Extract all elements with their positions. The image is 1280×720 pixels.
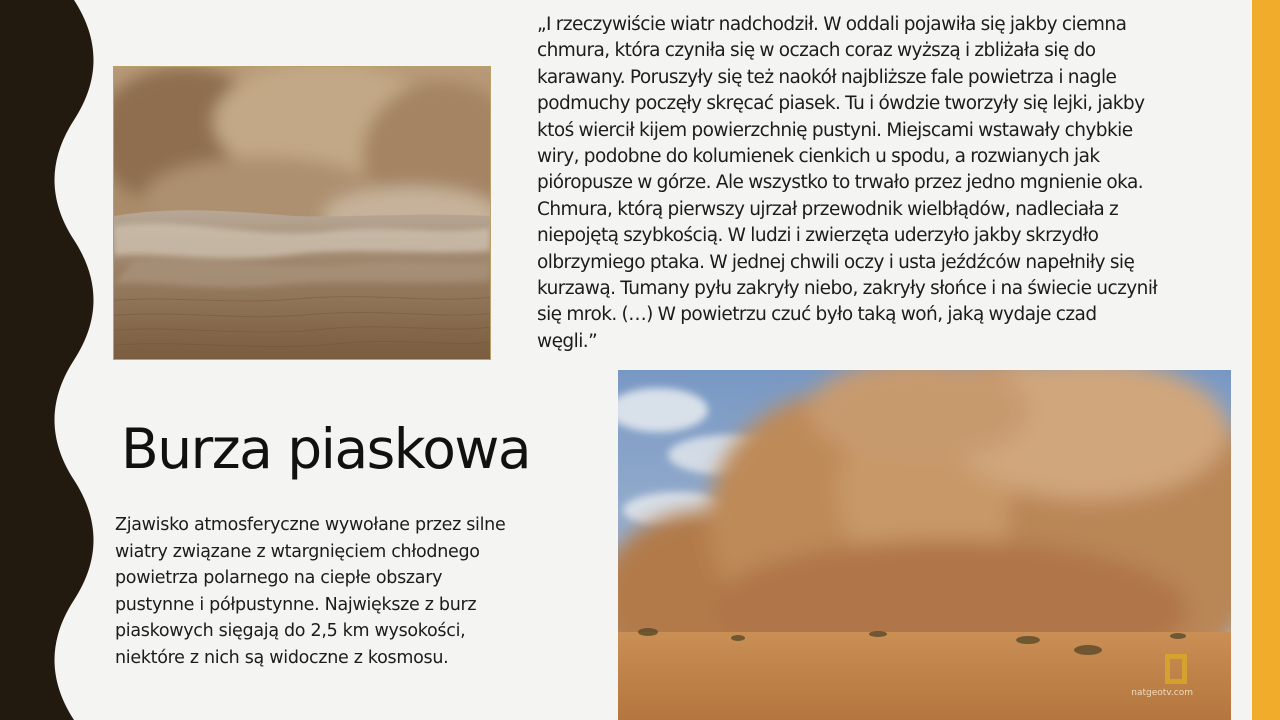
- wavy-left-band: [0, 0, 110, 720]
- photo-watermark: natgeotv.com: [1131, 688, 1193, 698]
- desert-dunes-photo: [113, 66, 491, 360]
- slide-title: Burza piaskowa: [121, 417, 531, 481]
- quote-text: „I rzeczywiście wiatr nadchodził. W oddali pojawiła się jakby ciemna chmura, która czyniła się w oczach coraz wyższą i zbliżała się do karawany. Poruszyły się też naokół najbliższe fale powietrza i nagle podmuchy poczęły skręcać piasek. Tu i ówdzie tworzyły się lejki, jakby ktoś wiercił kijem powierzchnię pustyni. Miejscami wstawały chybkie wiry, podobne do kolumienek cienkich u spodu, a rozwianych jak pióropusze w górze. Ale wszystko to trwało przez jedno mgnienie oka. Chmura, którą pierwszy ujrzał przewodnik wielbłądów, nadleciała z niepojętą szybkością. W ludzi i zwierzęta uderzyło jakby skrzydło olbrzymiego ptaka. W jednej chwili oczy i usta jeźdźców napełniły się kurzawą. Tumany pyłu zakryły niebo, zakryły słońce i na świecie uczynił się mrok. (…) W powietrzu czuć było taką woń, jaką wydaje czad węgli.”: [537, 14, 1158, 352]
- accent-strip: [1252, 0, 1280, 720]
- sandstorm-photo: [618, 370, 1231, 720]
- natgeo-logo-icon: [1165, 654, 1187, 684]
- definition-text: Zjawisko atmosferyczne wywołane przez silne wiatry związane z wtargnięciem chłodnego powietrza polarnego na ciepłe obszary pustynne i półpustynne. Największe z burz piaskowych sięgają do 2,5 km wysokości, niektóre z nich są widoczne z kosmosu.: [115, 515, 506, 668]
